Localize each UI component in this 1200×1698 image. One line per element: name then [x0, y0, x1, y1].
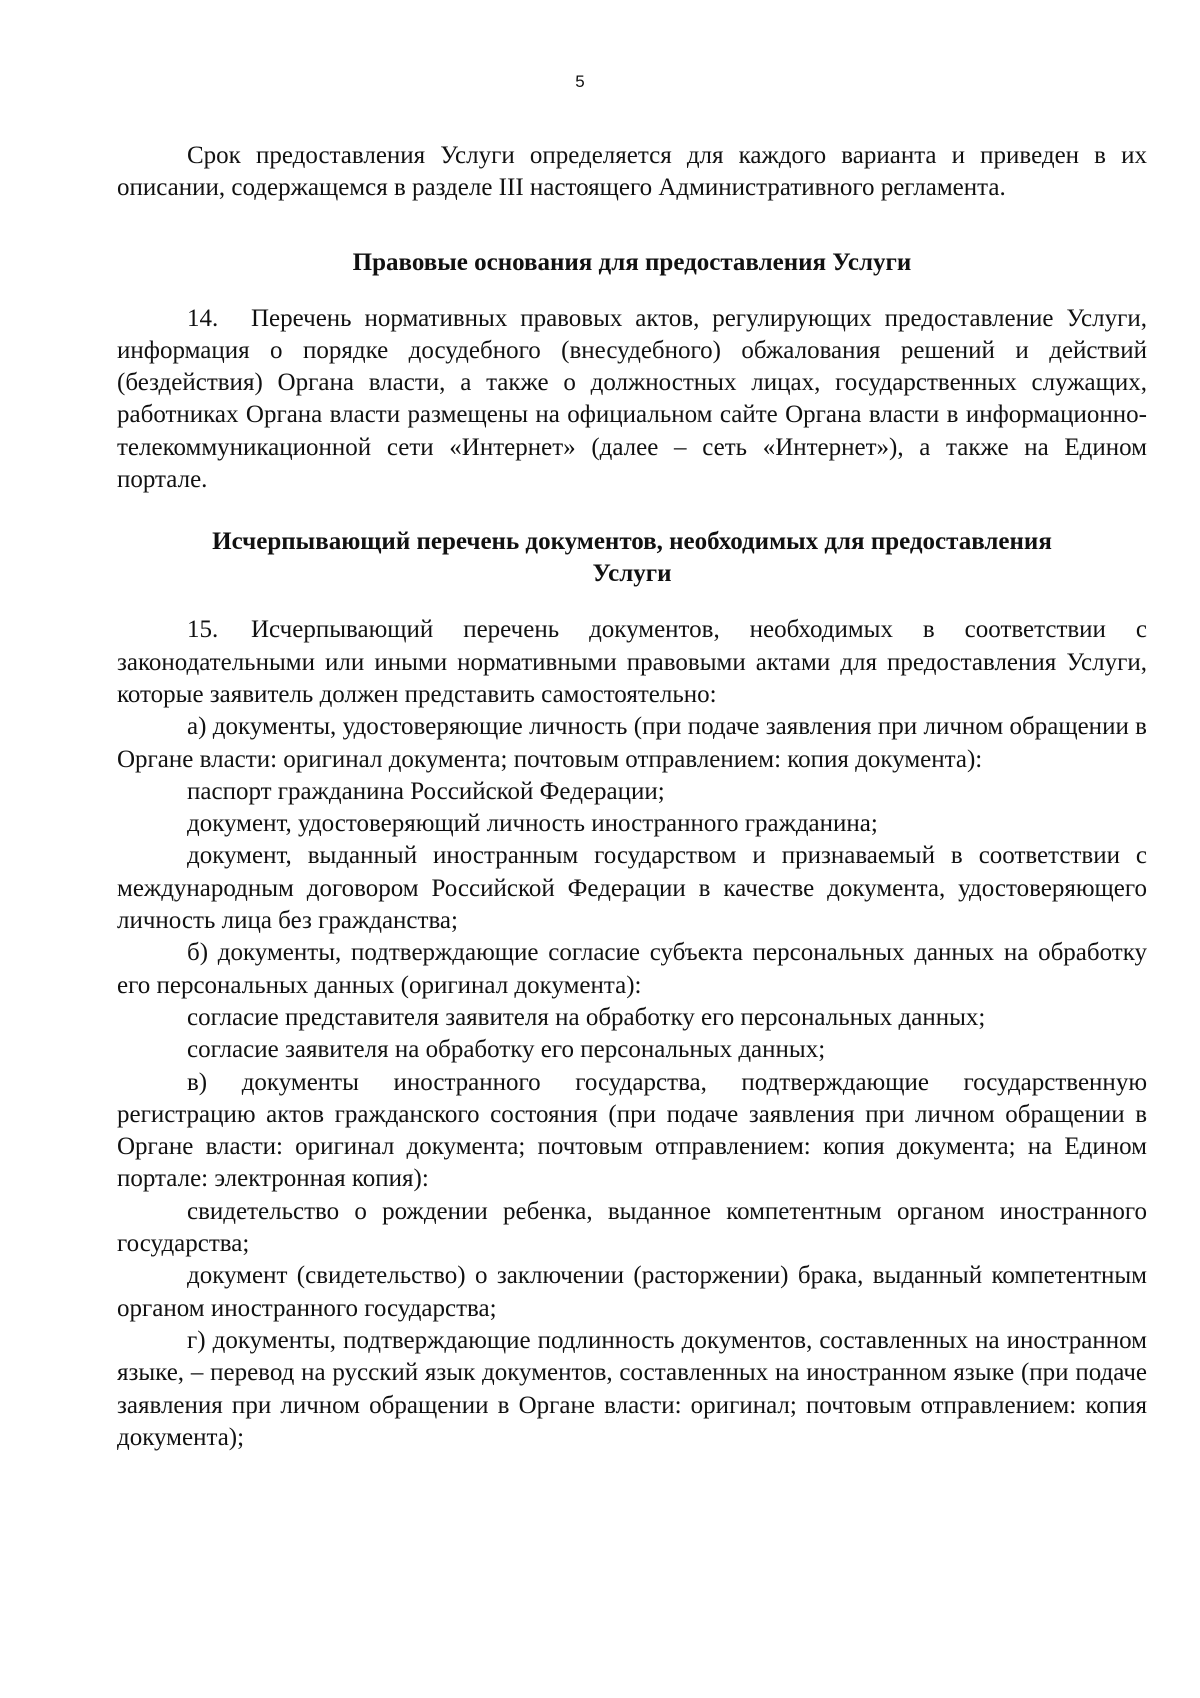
section-heading-legal-basis: Правовые основания для предоставления Услуги [352, 248, 912, 276]
paragraph-text: Исчерпывающий перечень документов, необходимых в соответствии с законодательными или иными нормативными правовыми актами для предоставления Услуги, которые заявитель должен представить самостоятельно: [117, 616, 1147, 708]
list-item: паспорт гражданина Российской Федерации; [187, 777, 665, 805]
list-item: документ, удостоверяющий личность иностранного гражданина; [187, 810, 878, 838]
document-body [117, 140, 1147, 1454]
page-number: 5 [575, 72, 585, 91]
list-item: в) документы иностранного государства, подтверждающие государственную регистрацию актов гражданского состояния (при подаче заявления при личном обращении в Органе власти: оригинал документа; почтовым отправлением: копия документа; на Едином портале: электронная копия): [117, 1068, 1147, 1193]
paragraph-15 [117, 614, 1147, 711]
paragraph-number: 14. [187, 304, 219, 332]
list-item: г) документы, подтверждающие подлинность документов, составленных на иностранном языке, – перевод на русский язык документов, составленных на иностранном языке (при подаче заявления при личном обращении в Органе власти: оригинал; почтовым отправлением: копия документа); [117, 1326, 1147, 1451]
list-item: свидетельство о рождении ребенка, выданное компетентным органом иностранного государства; [117, 1197, 1147, 1258]
list-item: согласие заявителя на обработку его персональных данных; [187, 1036, 826, 1064]
intro-paragraph: Срок предоставления Услуги определяется для каждого варианта и приведен в их описании, содержащемся в разделе III настоящего Административного регламента. [117, 142, 1147, 202]
heading-line: Исчерпывающий перечень документов, необходимых для предоставления [212, 528, 1052, 556]
list-item: б) документы, подтверждающие согласие субъекта персональных данных на обработку его персональных данных (оригинал документа): [117, 939, 1147, 999]
section-heading-documents [117, 526, 1147, 590]
paragraph-14 [117, 303, 1147, 497]
list-item: документ (свидетельство) о заключении (расторжении) брака, выданный компетентным органом иностранного государства; [117, 1262, 1147, 1322]
list-item: согласие представителя заявителя на обработку его персональных данных; [187, 1003, 986, 1031]
list-item: а) документы, удостоверяющие личность (при подаче заявления при личном обращении в Органе власти: оригинал документа; почтовым отправлением: копия документа): [117, 713, 1147, 773]
paragraph-text: Перечень нормативных правовых актов, регулирующих предоставление Услуги, информация о порядке досудебного (внесудебного) обжалования решений и действий (бездействия) Органа власти, а также о должностных лицах, государственных служащих, работниках Органа власти размещены на официальном сайте Органа власти в информационно-телекоммуникационной сети «Интернет» (далее – сеть «Интернет»), а также на Едином портале. [117, 304, 1147, 494]
paragraph-number: 15. [187, 616, 219, 644]
list-item: документ, выданный иностранным государством и признаваемый в соответствии с международным договором Российской Федерации в качестве документа, удостоверяющего личность лица без гражданства; [117, 842, 1147, 935]
heading-line: Услуги [592, 560, 672, 588]
